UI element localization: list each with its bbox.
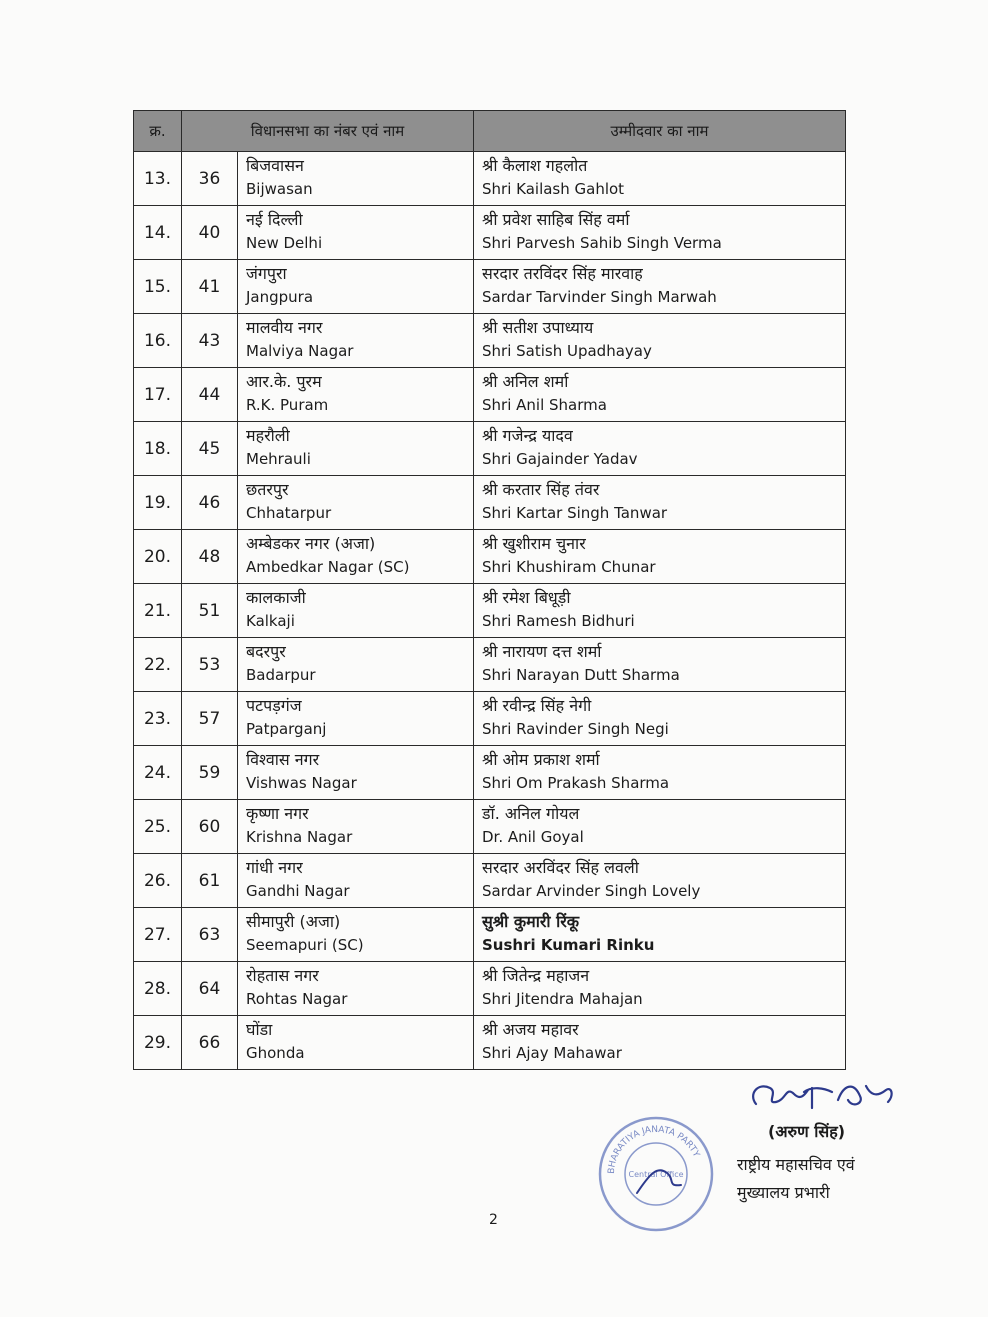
candidate-name-hindi: श्री जितेन्द्र महाजन xyxy=(482,966,590,985)
serial-number: 29. xyxy=(134,1016,182,1070)
candidate-name-english: Shri Ajay Mahawar xyxy=(482,1044,622,1062)
constituency-cell xyxy=(238,854,474,908)
header-serial: क्र. xyxy=(134,111,182,152)
constituency-cell xyxy=(238,314,474,368)
constituency-name-english: Seemapuri (SC) xyxy=(246,936,364,954)
candidate-table xyxy=(133,110,846,1070)
serial-number: 15. xyxy=(134,260,182,314)
candidate-name-hindi: श्री ओम प्रकाश शर्मा xyxy=(482,750,600,769)
candidate-name-english: Shri Gajainder Yadav xyxy=(482,450,638,468)
serial-number: 19. xyxy=(134,476,182,530)
candidate-name-english: Sardar Tarvinder Singh Marwah xyxy=(482,288,717,306)
constituency-name-english: Mehrauli xyxy=(246,450,311,468)
constituency-name-hindi: सीमापुरी (अजा) xyxy=(246,912,341,931)
table-row xyxy=(134,746,846,800)
candidate-name-hindi: श्री रमेश बिधूड़ी xyxy=(482,588,571,607)
constituency-number: 51 xyxy=(182,584,238,638)
candidate-name-english: Shri Parvesh Sahib Singh Verma xyxy=(482,234,722,252)
constituency-cell xyxy=(238,800,474,854)
constituency-cell xyxy=(238,476,474,530)
candidate-cell xyxy=(474,638,846,692)
candidate-name-hindi: श्री खुशीराम चुनार xyxy=(482,534,586,553)
constituency-name-english: Ambedkar Nagar (SC) xyxy=(246,558,410,576)
table-row xyxy=(134,368,846,422)
constituency-name-english: Ghonda xyxy=(246,1044,305,1062)
candidate-name-english: Shri Khushiram Chunar xyxy=(482,558,656,576)
candidate-name-english: Shri Narayan Dutt Sharma xyxy=(482,666,680,684)
candidate-cell xyxy=(474,314,846,368)
seal-ring-text: BHARATIYA JANATA PARTY xyxy=(606,1124,702,1175)
constituency-number: 41 xyxy=(182,260,238,314)
candidate-cell xyxy=(474,1016,846,1070)
serial-number: 24. xyxy=(134,746,182,800)
constituency-name-english: Chhatarpur xyxy=(246,504,332,522)
table-row xyxy=(134,476,846,530)
header-candidate: उम्मीदवार का नाम xyxy=(474,111,846,152)
candidate-cell xyxy=(474,152,846,206)
table-row xyxy=(134,530,846,584)
candidate-name-hindi: श्री अजय महावर xyxy=(482,1020,579,1039)
page-number: 2 xyxy=(489,1212,498,1228)
constituency-number: 61 xyxy=(182,854,238,908)
constituency-number: 63 xyxy=(182,908,238,962)
signatory-office: मुख्यालय प्रभारी xyxy=(737,1183,830,1202)
constituency-number: 64 xyxy=(182,962,238,1016)
constituency-name-hindi: महरौली xyxy=(246,426,290,445)
constituency-name-hindi: घोंडा xyxy=(246,1020,273,1039)
candidate-name-hindi: श्री रवीन्द्र सिंह नेगी xyxy=(482,696,592,715)
candidate-cell xyxy=(474,476,846,530)
table-row xyxy=(134,260,846,314)
svg-text:BHARATIYA JANATA PARTY xyxy=(607,1125,701,1174)
constituency-cell xyxy=(238,206,474,260)
candidate-name-hindi: डॉ. अनिल गोयल xyxy=(482,804,580,823)
constituency-name-hindi: नई दिल्ली xyxy=(246,210,303,229)
table-row xyxy=(134,1016,846,1070)
constituency-name-english: Krishna Nagar xyxy=(246,828,353,846)
candidate-cell xyxy=(474,962,846,1016)
constituency-number: 53 xyxy=(182,638,238,692)
table-row xyxy=(134,908,846,962)
header-constituency: विधानसभा का नंबर एवं नाम xyxy=(182,111,474,152)
constituency-number: 60 xyxy=(182,800,238,854)
constituency-cell xyxy=(238,260,474,314)
candidate-cell xyxy=(474,800,846,854)
serial-number: 16. xyxy=(134,314,182,368)
candidate-cell xyxy=(474,530,846,584)
table-row xyxy=(134,962,846,1016)
signature xyxy=(742,1074,902,1122)
candidate-name-english: Shri Ramesh Bidhuri xyxy=(482,612,635,630)
table-row xyxy=(134,152,846,206)
candidate-cell xyxy=(474,260,846,314)
seal-center-text: Central Office xyxy=(628,1170,684,1179)
serial-number: 25. xyxy=(134,800,182,854)
constituency-cell xyxy=(238,746,474,800)
serial-number: 13. xyxy=(134,152,182,206)
party-seal xyxy=(597,1115,715,1233)
constituency-name-english: Badarpur xyxy=(246,666,316,684)
constituency-name-english: Malviya Nagar xyxy=(246,342,354,360)
constituency-cell xyxy=(238,1016,474,1070)
candidate-cell xyxy=(474,368,846,422)
table-row xyxy=(134,584,846,638)
constituency-name-hindi: छतरपुर xyxy=(246,480,289,499)
constituency-cell xyxy=(238,692,474,746)
candidate-name-english: Shri Ravinder Singh Negi xyxy=(482,720,669,738)
table-row xyxy=(134,800,846,854)
table-row xyxy=(134,422,846,476)
serial-number: 17. xyxy=(134,368,182,422)
constituency-name-english: Patparganj xyxy=(246,720,327,738)
constituency-name-english: New Delhi xyxy=(246,234,323,252)
constituency-cell xyxy=(238,638,474,692)
serial-number: 26. xyxy=(134,854,182,908)
constituency-cell xyxy=(238,908,474,962)
candidate-name-english: Shri Kartar Singh Tanwar xyxy=(482,504,668,522)
constituency-name-english: Gandhi Nagar xyxy=(246,882,350,900)
candidate-name-hindi: श्री नारायण दत्त शर्मा xyxy=(482,642,602,661)
constituency-name-hindi: मालवीय नगर xyxy=(246,318,323,337)
candidate-name-hindi: श्री अनिल शर्मा xyxy=(482,372,569,391)
table-row xyxy=(134,638,846,692)
signatory-name: (अरुण सिंह) xyxy=(768,1122,846,1141)
constituency-cell xyxy=(238,368,474,422)
candidate-name-english: Shri Om Prakash Sharma xyxy=(482,774,670,792)
constituency-name-hindi: पटपड़गंज xyxy=(246,696,302,715)
constituency-name-english: R.K. Puram xyxy=(246,396,329,414)
constituency-number: 36 xyxy=(182,152,238,206)
table-body xyxy=(134,152,846,1070)
constituency-name-hindi: अम्बेडकर नगर (अजा) xyxy=(246,534,376,553)
candidate-name-hindi: श्री प्रवेश साहिब सिंह वर्मा xyxy=(482,210,630,229)
candidate-name-english: Dr. Anil Goyal xyxy=(482,828,584,846)
table-row xyxy=(134,314,846,368)
candidate-name-hindi: श्री सतीश उपाध्याय xyxy=(482,318,594,337)
table-header xyxy=(134,111,846,152)
serial-number: 27. xyxy=(134,908,182,962)
candidate-name-english: Sushri Kumari Rinku xyxy=(482,936,655,954)
candidate-cell xyxy=(474,206,846,260)
constituency-name-english: Bijwasan xyxy=(246,180,313,198)
constituency-number: 40 xyxy=(182,206,238,260)
candidate-cell xyxy=(474,908,846,962)
constituency-name-hindi: बिजवासन xyxy=(246,156,304,175)
table-row xyxy=(134,854,846,908)
candidate-cell xyxy=(474,422,846,476)
candidate-name-english: Sardar Arvinder Singh Lovely xyxy=(482,882,701,900)
candidate-name-hindi: सुश्री कुमारी रिंकू xyxy=(482,912,580,931)
constituency-name-hindi: कृष्णा नगर xyxy=(246,804,309,823)
serial-number: 22. xyxy=(134,638,182,692)
constituency-name-english: Rohtas Nagar xyxy=(246,990,348,1008)
candidate-cell xyxy=(474,584,846,638)
constituency-cell xyxy=(238,530,474,584)
constituency-name-hindi: रोहतास नगर xyxy=(246,966,319,985)
candidate-name-english: Shri Anil Sharma xyxy=(482,396,607,414)
candidate-name-english: Shri Satish Upadhayay xyxy=(482,342,652,360)
constituency-name-hindi: आर.के. पुरम xyxy=(246,372,322,391)
constituency-number: 43 xyxy=(182,314,238,368)
constituency-cell xyxy=(238,422,474,476)
constituency-name-hindi: जंगपुरा xyxy=(246,264,287,283)
table-row xyxy=(134,206,846,260)
constituency-name-english: Jangpura xyxy=(246,288,314,306)
constituency-cell xyxy=(238,962,474,1016)
serial-number: 21. xyxy=(134,584,182,638)
constituency-name-hindi: विश्वास नगर xyxy=(246,750,320,769)
constituency-cell xyxy=(238,152,474,206)
serial-number: 14. xyxy=(134,206,182,260)
constituency-number: 57 xyxy=(182,692,238,746)
constituency-name-hindi: कालकाजी xyxy=(246,588,306,607)
serial-number: 18. xyxy=(134,422,182,476)
constituency-name-hindi: बदरपुर xyxy=(246,642,286,661)
serial-number: 20. xyxy=(134,530,182,584)
constituency-name-english: Vishwas Nagar xyxy=(246,774,357,792)
constituency-number: 66 xyxy=(182,1016,238,1070)
candidate-name-hindi: श्री करतार सिंह तंवर xyxy=(482,480,600,499)
candidate-name-hindi: श्री कैलाश गहलोत xyxy=(482,156,588,175)
candidate-name-hindi: श्री गजेन्द्र यादव xyxy=(482,426,573,445)
constituency-number: 48 xyxy=(182,530,238,584)
constituency-name-english: Kalkaji xyxy=(246,612,295,630)
constituency-number: 45 xyxy=(182,422,238,476)
candidate-cell xyxy=(474,692,846,746)
constituency-cell xyxy=(238,584,474,638)
candidate-name-english: Shri Kailash Gahlot xyxy=(482,180,625,198)
constituency-number: 46 xyxy=(182,476,238,530)
candidate-name-english: Shri Jitendra Mahajan xyxy=(482,990,643,1008)
constituency-number: 59 xyxy=(182,746,238,800)
candidate-name-hindi: सरदार तरविंदर सिंह मारवाह xyxy=(482,264,643,283)
candidate-cell xyxy=(474,746,846,800)
candidate-name-hindi: सरदार अरविंदर सिंह लवली xyxy=(482,858,639,877)
table-row xyxy=(134,692,846,746)
serial-number: 28. xyxy=(134,962,182,1016)
serial-number: 23. xyxy=(134,692,182,746)
constituency-number: 44 xyxy=(182,368,238,422)
signatory-designation: राष्ट्रीय महासचिव एवं xyxy=(737,1155,855,1174)
candidate-cell xyxy=(474,854,846,908)
constituency-name-hindi: गांधी नगर xyxy=(246,858,303,877)
